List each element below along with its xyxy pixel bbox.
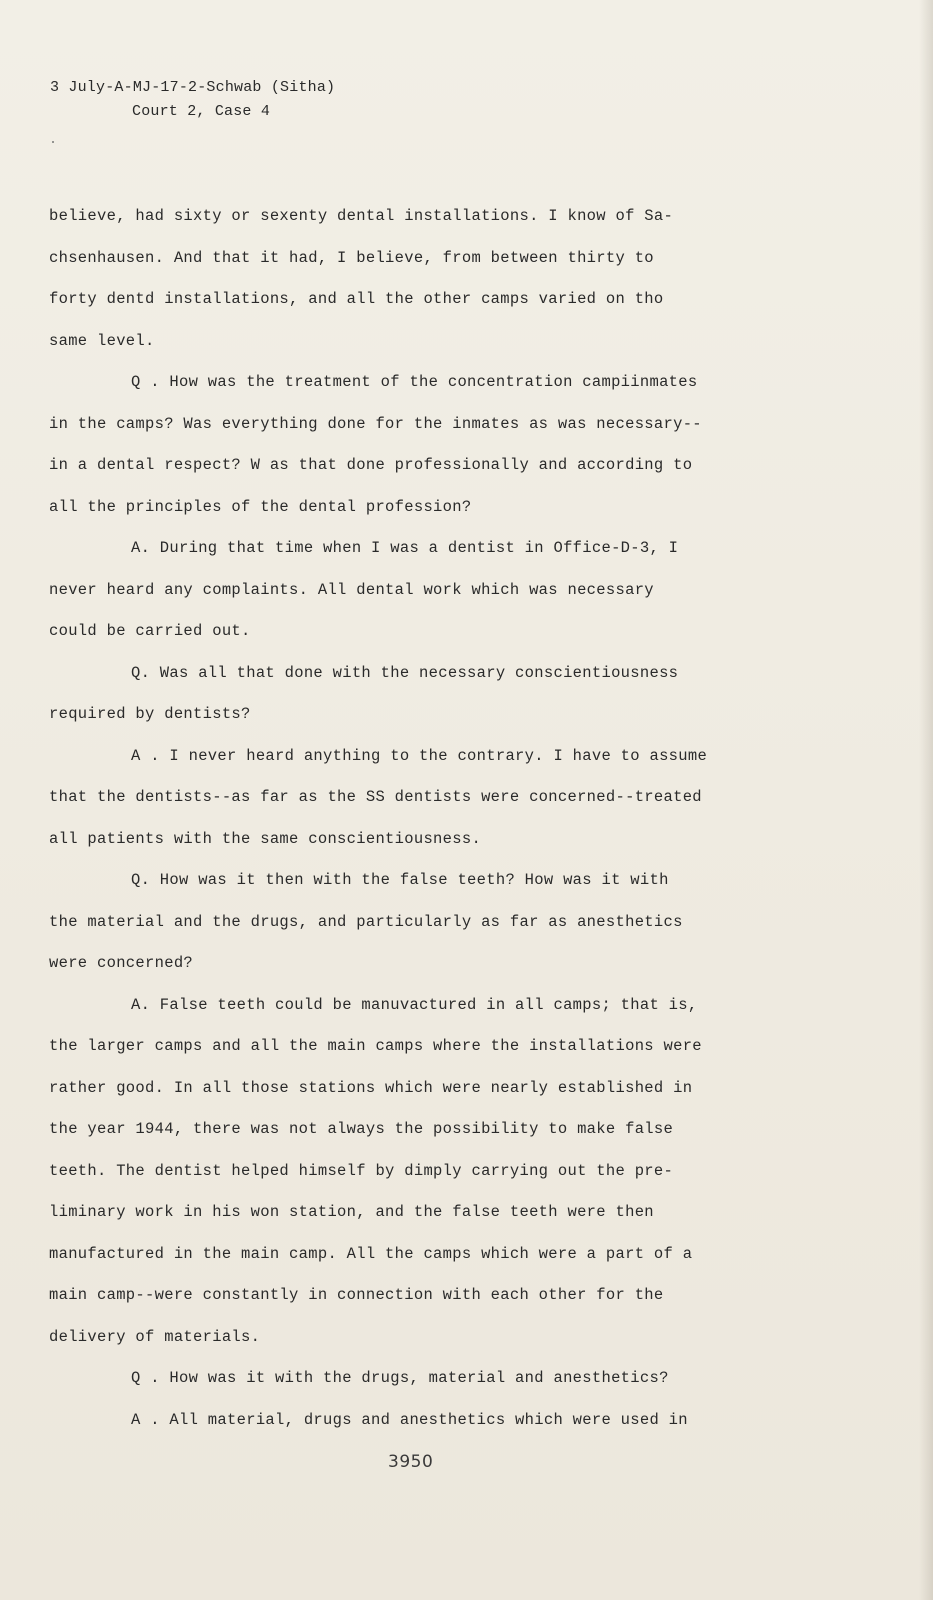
header-line-2: Court 2, Case 4 — [132, 103, 271, 120]
text-line: manufactured in the main camp. All the camps which were a part of a — [49, 1244, 693, 1263]
text-line: rather good. In all those stations which were nearly established in — [49, 1078, 693, 1097]
text-line: A . All material, drugs and anesthetics which were used in — [131, 1410, 688, 1429]
text-line: A. During that time when I was a dentist in Office-D-3, I — [131, 539, 679, 557]
text-line: the larger camps and all the main camps where the installations were — [49, 1037, 702, 1055]
text-line: same level. — [49, 331, 155, 350]
page-number: 3950 — [388, 1452, 434, 1472]
text-line: Q . How was the treatment of the concentration campiinmates — [131, 373, 698, 391]
text-line: delivery of materials. — [49, 1327, 261, 1346]
text-line: Q . How was it with the drugs, material and anesthetics? — [131, 1369, 669, 1387]
text-line: teeth. The dentist helped himself by dimply carrying out the pre- — [49, 1161, 674, 1180]
text-line: in the camps? Was everything done for the inmates as was necessary-- — [49, 414, 702, 433]
text-line: Q. How was it then with the false teeth? How was it with — [131, 871, 669, 889]
text-line: A . I never heard anything to the contrary. I have to assume — [131, 746, 708, 765]
text-line: Q. Was all that done with the necessary conscientiousness — [131, 663, 679, 682]
document-header — [50, 76, 335, 124]
text-line: required by dentists? — [49, 705, 251, 723]
margin-mark — [52, 141, 54, 143]
text-line: A. False teeth could be manuvactured in all camps; that is, — [131, 995, 698, 1014]
text-line: that the dentists--as far as the SS dentists were concerned--treated — [49, 788, 702, 806]
transcript-body — [49, 196, 769, 1441]
text-line: were concerned? — [49, 954, 194, 972]
text-line: the material and the drugs, and particularly as far as anesthetics — [49, 912, 683, 931]
page-edge-shadow — [919, 0, 933, 1600]
text-line: all the principles of the dental profession? — [49, 497, 472, 516]
text-line: could be carried out. — [49, 622, 251, 640]
text-line: the year 1944, there was not always the possibility to make false — [49, 1120, 674, 1138]
text-line: forty dentd installations, and all the other camps varied on tho — [49, 290, 664, 308]
text-line: believe, had sixty or sexenty dental installations. I know of Sa- — [49, 207, 674, 225]
text-line: all patients with the same conscientiousness. — [49, 829, 482, 848]
text-line: in a dental respect? W as that done professionally and according to — [49, 456, 693, 474]
header-line-1: 3 July-A-MJ-17-2-Schwab (Sitha) — [50, 79, 336, 96]
text-line: chsenhausen. And that it had, I believe, from between thirty to — [49, 248, 654, 267]
text-line: liminary work in his won station, and the false teeth were then — [49, 1203, 654, 1221]
text-line: main camp--were constantly in connection with each other for the — [49, 1286, 664, 1304]
text-line: never heard any complaints. All dental work which was necessary — [49, 580, 654, 599]
